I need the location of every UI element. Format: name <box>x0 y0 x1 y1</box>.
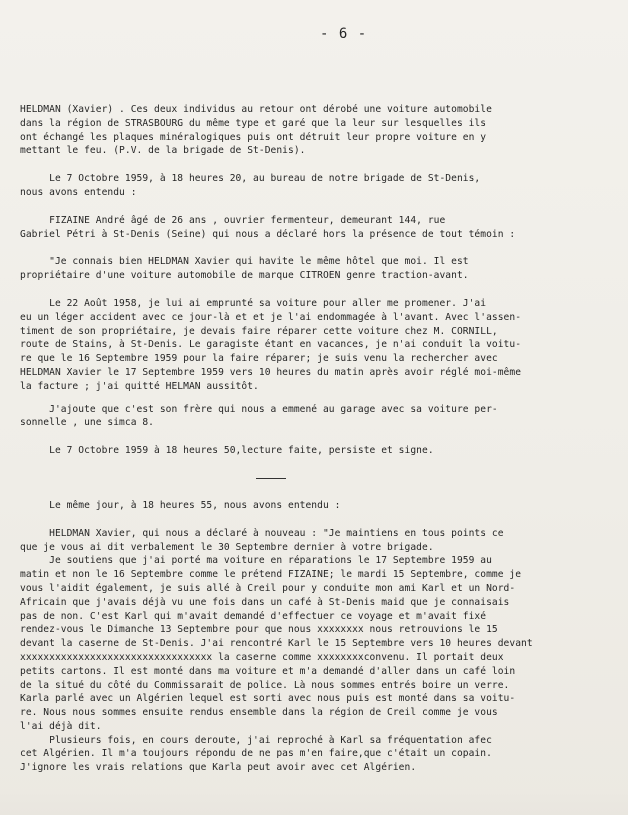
text-line: de la situé du côté du Commissarait de police. Là nous sommes entrés boire un verre. <box>20 679 510 691</box>
text-line: timent de son propriétaire, je devais faire réparer cette voiture chez M. CORNILL, <box>20 325 498 337</box>
text-line: matin et non le 16 Septembre comme le prétend FIZAINE; le mardi 15 Septembre, comme je <box>20 569 522 581</box>
text-line: HELDMAN Xavier le 17 Septembre 1959 vers 10 heures du matin après avoir réglé moi-même <box>20 366 522 378</box>
text-line: pas de non. C'est Karl qui m'avait demandé d'effectuer ce voyage et m'avait fixé <box>20 610 487 622</box>
text-line: dans la région de STRASBOURG du même type et garé que la leur sur lesquelles ils <box>20 117 487 129</box>
paragraph-second-hearing <box>20 499 620 513</box>
paragraph-vehicle-theft <box>20 103 620 158</box>
text-line: sonnelle , une simca 8. <box>20 417 154 429</box>
text-line: rendez-vous le Dimanche 13 Septembre pour que nous xxxxxxxx nous retrouvions le 15 <box>20 624 498 636</box>
text-line: cet Algérien. Il m'a toujours répondu de ne pas m'en faire,que c'était un copain. <box>20 748 492 760</box>
text-line: Plusieurs fois, en cours deroute, j'ai reproché à Karl sa fréquentation afec <box>20 734 492 746</box>
text-line: vous l'aidit également, je suis allé à Creil pour y conduite mon ami Karl et un Nord- <box>20 582 516 594</box>
text-line: petits cartons. Il est monté dans ma voiture et m'a demandé d'aller dans un café loin <box>20 665 516 677</box>
text-line: Gabriel Pétri à St-Denis (Seine) qui nous a déclaré hors la présence de tout témoin : <box>20 228 516 240</box>
text-line: FIZAINE André âgé de 26 ans , ouvrier fermenteur, demeurant 144, rue <box>20 214 446 226</box>
page-number: - 6 - <box>320 26 368 42</box>
text-line: Le même jour, à 18 heures 55, nous avons entendu : <box>20 499 341 511</box>
text-line: Karla parlé avec un Algérien lequel est sorti avec nous puis est monté dans sa voitu- <box>20 693 516 705</box>
text-line: devant la caserne de St-Denis. J'ai rencontré Karl le 15 Septembre vers 10 heures devant <box>20 638 533 650</box>
text-line: J'ajoute que c'est son frère qui nous a emmené au garage avec sa voiture per- <box>20 403 498 415</box>
text-line: HELDMAN Xavier, qui nous a déclaré à nouveau : "Je maintiens en tous points ce <box>20 527 504 539</box>
text-line: HELDMAN (Xavier) . Ces deux individus au retour ont dérobé une voiture automobile <box>20 104 492 115</box>
page-bottom-shadow <box>0 789 628 815</box>
text-line: Le 7 Octobre 1959 à 18 heures 50,lecture faite, persiste et signe. <box>20 445 434 457</box>
text-line: route de Stains, à St-Denis. Le garagiste étant en vacances, je n'ai conduit la voitu- <box>20 339 522 351</box>
paragraph-heldman-statement <box>20 527 620 775</box>
text-line: eu un léger accident avec ce jour-là et et je l'ai endommagée à l'avant. Avec l'assen- <box>20 311 522 323</box>
text-line: la facture ; j'ai quitté HELMAN aussitôt. <box>20 380 259 392</box>
paragraph-accident-account <box>20 297 620 394</box>
text-line: xxxxxxxxxxxxxxxxxxxxxxxxxxxxxxxxx la caserne comme xxxxxxxxconvenu. Il portait deux <box>20 651 504 663</box>
paragraph-hearing-opening <box>20 172 620 200</box>
text-line: J'ignore les vrais relations que Karla peut avoir avec cet Algérien. <box>20 762 417 774</box>
paragraph-witness-identity <box>20 214 620 242</box>
paragraph-signature-note <box>20 444 620 458</box>
text-line: que je vous ai dit verbalement le 30 Septembre dernier à votre brigade. <box>20 541 434 553</box>
paragraph-addendum <box>20 403 620 431</box>
document-body <box>20 103 620 775</box>
text-line: "Je connais bien HELDMAN Xavier qui havite le même hôtel que moi. Il est <box>20 256 469 268</box>
text-line: re que le 16 Septembre 1959 pour la faire réparer; je suis venu la rechercher avec <box>20 353 498 365</box>
text-line: mettant le feu. (P.V. de la brigade de St-Denis). <box>20 145 306 157</box>
text-line: nous avons entendu : <box>20 186 137 198</box>
text-line: Le 7 Octobre 1959, à 18 heures 20, au bureau de notre brigade de St-Denis, <box>20 173 481 185</box>
text-line: Le 22 Août 1958, je lui ai emprunté sa voiture pour aller me promener. J'ai <box>20 297 487 309</box>
text-line: Africain que j'avais déjà vu une fois dans un café à St-Denis maid que je connaisais <box>20 596 510 608</box>
text-line: re. Nous nous sommes ensuite rendus ensemble dans la région de Creil comme je vous <box>20 707 498 719</box>
text-line: l'ai déjà dit. <box>20 720 102 732</box>
paragraph-witness-statement <box>20 255 620 283</box>
text-line: Je soutiens que j'ai porté ma voiture en réparations le 17 Septembre 1959 au <box>20 555 492 567</box>
text-line: ont échangé les plaques minéralogiques puis ont détruit leur propre voiture en y <box>20 131 487 143</box>
text-line: propriétaire d'une voiture automobile de marque CITROEN genre traction-avant. <box>20 270 469 282</box>
